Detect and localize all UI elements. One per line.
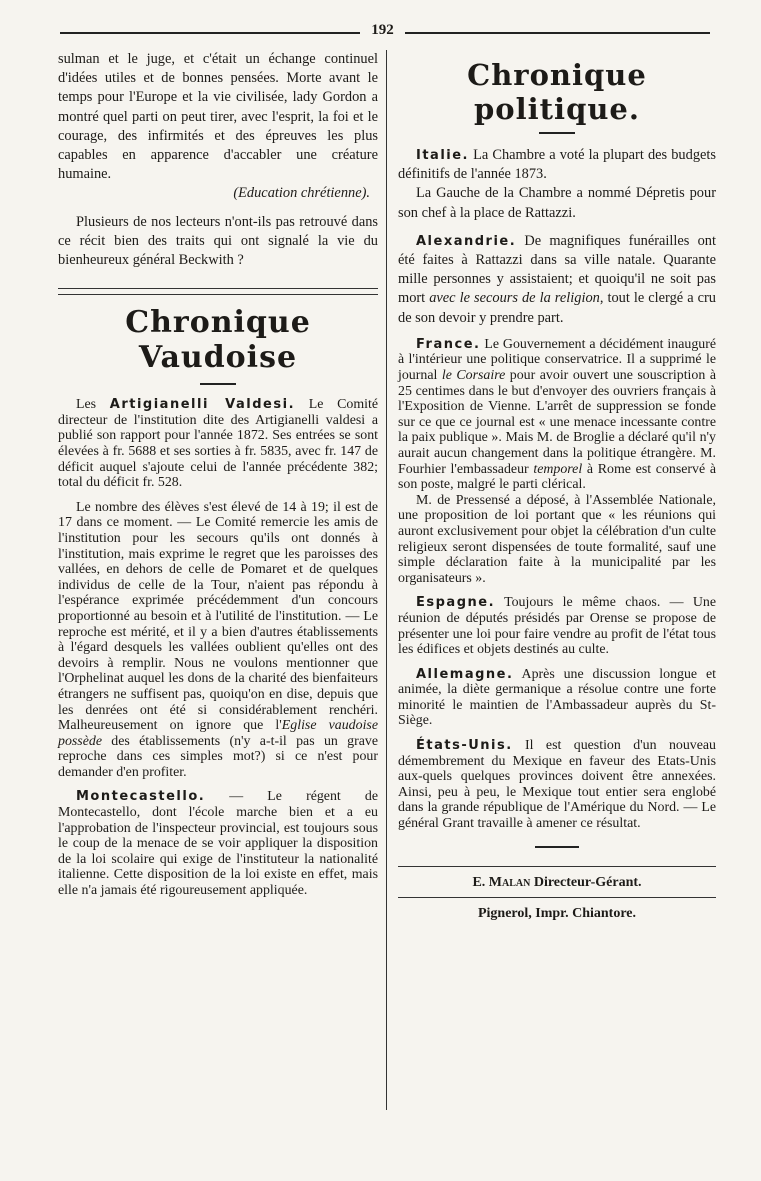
article-montecastello: Montecastello. — Le régent de Montecastello, dont l'école marche bien et a eu l'approbation de l'inspecteur provincial, est toujours sous le coup de la menace de se voir appliquer la disposition de la loi scolaire qui exige de l'instituteur la nationalité italienne. Cette disposition de la loi existe en effet, mais elle n'a jamais été rigoureusement appliquée. bbox=[58, 789, 378, 899]
page-number: 192 bbox=[371, 22, 394, 38]
section-title-chronique-vaudoise: Chronique Vaudoise bbox=[125, 305, 311, 376]
footer-rule bbox=[398, 897, 716, 898]
header-rule-left bbox=[60, 32, 360, 34]
news-italie-2: La Gauche de la Chambre a nommé Dépretis pour son chef à la place de Rattazzi. bbox=[398, 185, 716, 221]
title-dash bbox=[539, 132, 575, 134]
article-artigianelli: Les Artigianelli Valdesi. Le Comité directeur de l'institution dite des Artigianelli valdesi a publié son rapport pour l'année 1872. Ses entrées se sont élevées à fr. 5688 et ses sorties à fr. 5835, avec fr. 147 de déficit auquel s'ajoute celui de l'année précédente 382; total du déficit fr. 528. bbox=[58, 397, 379, 491]
page-header bbox=[60, 22, 710, 44]
closing-dash bbox=[535, 846, 579, 848]
news-heading: Italie. bbox=[416, 148, 469, 163]
news-alexandrie: Alexandrie. De magnifiques funérailles ont été faites à Rattazzi dans sa ville natale. Quarante mille personnes y assistaient; et quoiqu'il ne soit pas mort avec le secours de la religion, tout le clergé a cru de son devoir y prendre part. bbox=[398, 232, 716, 326]
news-heading: Alexandrie. bbox=[416, 233, 517, 249]
news-italie: Italie. La Chambre a voté la plupart des budgets définitifs de l'année 1873. bbox=[398, 147, 716, 183]
footer-rule bbox=[398, 866, 716, 867]
news-heading: États-Unis. bbox=[416, 738, 513, 754]
news-espagne: Espagne. Toujours le même chaos. — Une réunion de députés présidés par Orense se propose de présenter une loi pour faire vendre au profit de l'état tous les édifices et objets destinés au culte. bbox=[398, 595, 716, 658]
title-dash bbox=[200, 383, 236, 385]
news-france: France. Le Gouvernement a décidément inauguré à l'intérieur une politique conservatrice. Il a supprimé le journal le Corsaire pour avoir ouvert une souscription à 25 centimes dans le but d'envoyer des ouvriers français à l'Exposition de Vienne. L'arrêt de suppression se fonde sur ce que ce journal est « une menace incessante contre la paix publique ». Mais M. de Broglie a déclaré qu'il n'y aurait aucun changement dans la politique étrangère. M. Fourhier l'embassadeur temporel à Rome est conservé à son poste, malgré le parti clérical. bbox=[398, 336, 717, 493]
signature: E. Malan Directeur-Gérant. bbox=[472, 874, 642, 890]
politique-dense bbox=[398, 337, 716, 832]
article-heading: Artigianelli Valdesi. bbox=[109, 397, 296, 413]
news-allemagne: Allemagne. Après une discussion longue et animée, la diète germanique a résolue contre une forte minorité le maintien de l'Ambassadeur auprès du St-Siège. bbox=[398, 666, 716, 729]
section-title-chronique-politique: Chronique politique. bbox=[467, 58, 647, 126]
news-heading: Allemagne. bbox=[416, 666, 514, 682]
beckwith-question: Plusieurs de nos lecteurs n'ont-ils pas retrouvé dans ce récit bien des traits qui ont signalé la vie du bienheureux général Beckwith ? bbox=[58, 213, 378, 269]
article-heading: Montecastello. bbox=[76, 789, 206, 805]
right-column bbox=[398, 50, 716, 924]
news-heading: France. bbox=[416, 336, 481, 352]
news-heading: Espagne. bbox=[416, 595, 496, 611]
column-divider bbox=[386, 50, 387, 1110]
news-france-pressense: M. de Pressensé a déposé, à l'Assemblée Nationale, une proposition de loi portant que « les réunions qui auront exclusivement pour objet la célébration d'un culte religieux seront dispensées de toute formalité, sauf une simple déclaration faite à la municipalité par les organisateurs ». bbox=[398, 492, 716, 586]
news-etats-unis: États-Unis. Il est question d'un nouveau démembrement du Mexique en faveur des Etats-Unis aux-quels quelques provinces doivent être annexées. Ainsi, peu à peu, le Mexique tout entier sera englobé dans la grande république de l'Amérique du Nord. — Le général Grant travaille à amener ce résultat. bbox=[398, 738, 716, 832]
header-rule-right bbox=[405, 32, 710, 34]
section-separator bbox=[58, 288, 378, 295]
vaudoise-articles bbox=[58, 397, 378, 898]
source-citation: (Education chrétienne). bbox=[233, 185, 370, 202]
left-column bbox=[58, 50, 378, 899]
article-eleves: Le nombre des élèves s'est élevé de 14 à 19; il est de 17 dans ce moment. — Le Comité remercie les amis de l'institution pour les secours qu'ils ont donnés à l'institution, mais exprime le regret que les paroisses des vallées, en dehors de celle de Pomaret et de quelques individus de celle de la Tour, n'aient pas répondu à l'espérance exprimée précédemment d'un concours proportionné au besoin et à l'utilité de l'institution. — Le reproche est mérité, et il y a bien d'autres établissements à l'égard desquels les vallées oublient qu'elles ont des devoirs à remplir. Nous ne voulons mentionner que l'Orphelinat auquel les dons de la charité des bienfaiteurs étrangers ne suffisent pas, quoiqu'on en dise, depuis que les denrées ont été si considérablement renchéri. Malheureusement on ignore que l'Eglise vaudoise possède des établissements (n'y a-t-il pas un grave reproche dans ces simples mot?) si ce n'est pour demander d'en profiter. bbox=[58, 499, 378, 780]
printer-imprint: Pignerol, Impr. Chiantore. bbox=[477, 905, 637, 921]
lady-gordon-paragraph: sulman et le juge, et c'était un échange continuel d'idées utiles et de bonnes pensées. Morte avant le temps pour l'Europe et la vie civilisée, lady Gordon a montré quel parti on peut tirer, avec l'esprit, la foi et le courage, des infirmités et des épreuves les plus capables en apparence d'accabler une créature humaine. bbox=[58, 51, 378, 183]
